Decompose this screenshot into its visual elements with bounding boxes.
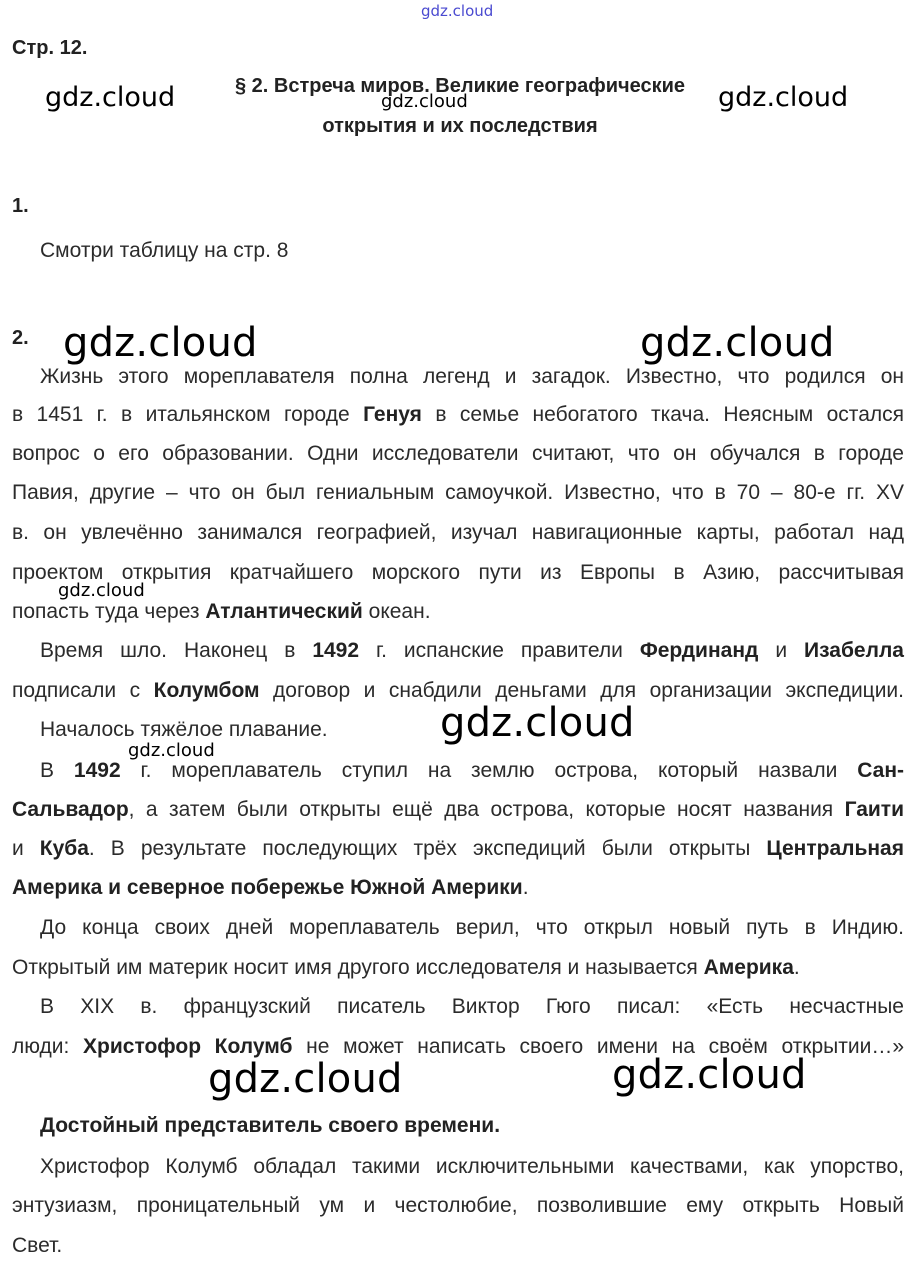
watermark-big-5: gdz.cloud <box>612 1052 807 1098</box>
p1-line3: вопрос о его образовании. Одни исследователи считают, что он обучался в городе <box>12 442 904 465</box>
p1-line6: проектом открытия кратчайшего морского пути из Европы в Азию, рассчитывая <box>12 561 904 584</box>
section-title-line1: § 2. Встреча миров. Великие географические <box>234 75 686 97</box>
p6-line2: люди: Христофор Колумб не может написать своего имени на своём открытии…» <box>12 1035 905 1058</box>
p4-line4: Америка и северное побережье Южной Америки. <box>12 876 529 899</box>
watermark-header-right: gdz.cloud <box>718 82 849 113</box>
watermark-big-1: gdz.cloud <box>63 320 258 366</box>
p4-line3: и Куба. В результате последующих трёх экспедиций были открыты Центральная <box>12 837 904 860</box>
watermark-small-2: gdz.cloud <box>128 740 215 761</box>
p6-line1: В XIX в. французский писатель Виктор Гюго писал: «Есть несчастные <box>40 995 904 1018</box>
p1-line1: Жизнь этого мореплавателя полна легенд и загадок. Известно, что родился он <box>40 365 904 388</box>
p5-line1: До конца своих дней мореплаватель верил, что открыл новый путь в Индию. <box>40 916 904 939</box>
p7-line2: энтузиазм, проницательный ум и честолюбие, позволившие ему открыть Новый <box>12 1194 904 1217</box>
watermark-big-2: gdz.cloud <box>640 320 835 366</box>
task1-number: 1. <box>12 195 29 217</box>
watermark-header-left: gdz.cloud <box>45 82 176 113</box>
task1-text: Смотри таблицу на стр. 8 <box>40 239 289 262</box>
p2-line1: Время шло. Наконец в 1492 г. испанские правители Фердинанд и Изабелла <box>40 639 904 662</box>
watermark-small-1: gdz.cloud <box>58 580 145 601</box>
p1-line4: Павия, другие – что он был гениальным самоучкой. Известно, что в 70 – 80-е гг. XV <box>12 481 904 504</box>
p1-line7: попасть туда через Атлантический океан. <box>12 600 431 623</box>
task2-number: 2. <box>12 327 29 349</box>
section-heading: Достойный представитель своего времени. <box>40 1114 501 1137</box>
watermark-top: gdz.cloud <box>421 2 494 20</box>
section-title-line2: открытия и их последствия <box>322 115 598 137</box>
p7-line3: Свет. <box>12 1234 63 1257</box>
p4-line2: Сальвадор, а затем были открыты ещё два острова, которые носят названия Гаити <box>12 798 904 821</box>
p4-line1: В 1492 г. мореплаватель ступил на землю острова, который назвали Сан- <box>40 759 905 782</box>
p2-line2: подписали с Колумбом договор и снабдили деньгами для организации экспедиции. <box>12 679 905 702</box>
watermark-header-mid: gdz.cloud <box>381 91 468 112</box>
p3-line: Началось тяжёлое плавание. <box>40 718 328 741</box>
p5-line2: Открытый им материк носит имя другого исследователя и называется Америка. <box>12 956 800 979</box>
p1-line5: в. он увлечённо занимался географией, изучал навигационные карты, работал над <box>12 521 904 544</box>
watermark-big-4: gdz.cloud <box>208 1056 403 1102</box>
watermark-big-3: gdz.cloud <box>440 700 635 746</box>
p7-line1: Христофор Колумб обладал такими исключительными качествами, как упорство, <box>40 1155 904 1178</box>
p1-line2: в 1451 г. в итальянском городе Генуя в семье небогатого ткача. Неясным остался <box>12 403 904 426</box>
page-reference: Стр. 12. <box>12 37 88 59</box>
